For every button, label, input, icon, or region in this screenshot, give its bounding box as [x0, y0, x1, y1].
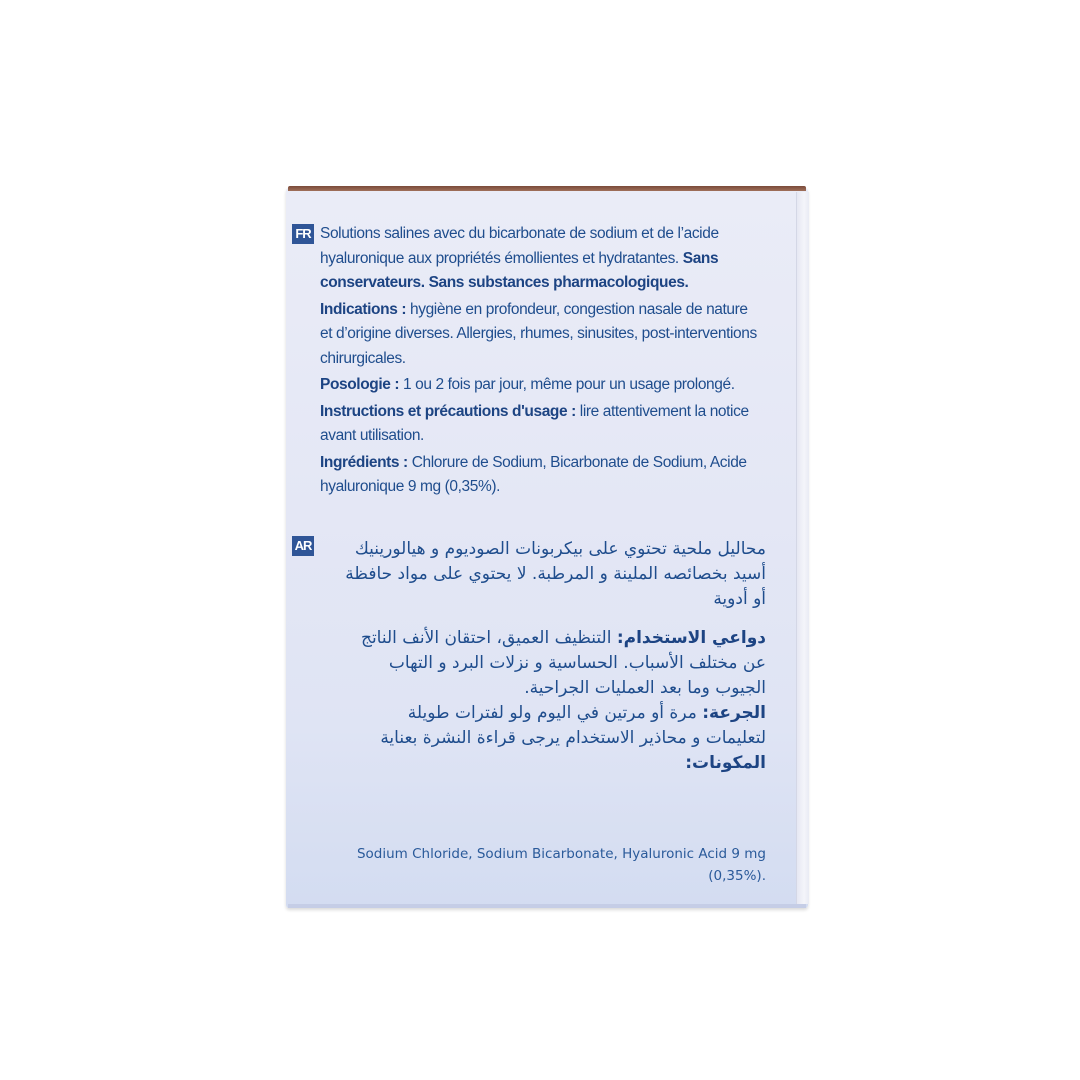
ar-indications-text: التنظيف العميق، احتقان الأنف الناتج عن مختلف الأسباب. الحساسية و نزلات البرد و التهاب الجيوب وما بعد العمليات الجراحية. [360, 628, 766, 698]
box-bottom-edge [288, 904, 806, 908]
fr-posologie-text: 1 ou 2 fois par jour, même pour un usage prolongé. [399, 376, 735, 393]
ar-dosage-label: الجرعة: [702, 703, 766, 723]
arabic-text-block [336, 537, 766, 776]
ar-ingredients-label: المكونات: [685, 753, 766, 773]
fr-posologie-label: Posologie : [320, 376, 400, 393]
ar-ingredients-paragraph [336, 751, 766, 776]
ar-indications-label: دواعي الاستخدام: [616, 628, 766, 648]
fr-indications-text: hygiène en profondeur, congestion nasale de nature et d’origine diverses. Allergies, rhumes, sinusites, post-interventions chirurgicales. [320, 300, 757, 367]
ar-indications-paragraph [336, 626, 766, 701]
fr-language-badge: FR [292, 224, 314, 244]
fr-indications-paragraph [320, 298, 760, 372]
fr-instructions-text: lire attentivement la notice avant utilisation. [320, 402, 749, 444]
box-right-edge [796, 192, 809, 904]
french-text-block [320, 222, 760, 502]
ar-language-badge: AR [292, 536, 314, 556]
ar-instructions-paragraph: لتعليمات و محاذير الاستخدام يرجى قراءة النشرة بعناية [380, 728, 766, 748]
fr-ingredients-label: Ingrédients : [320, 453, 408, 471]
box-top-edge [288, 186, 806, 191]
ar-dosage-paragraph [336, 701, 766, 726]
fr-instructions-label: Instructions et précautions d'usage : [320, 402, 576, 420]
fr-intro-paragraph [320, 222, 760, 296]
english-ingredients-text: Sodium Chloride, Sodium Bicarbonate, Hyaluronic Acid 9 mg (0,35%). [356, 846, 766, 884]
ar-dosage-text: مرة أو مرتين في اليوم ولو لفترات طويلة [407, 703, 703, 723]
fr-instructions-paragraph [320, 400, 760, 449]
fr-intro-text: Solutions salines avec du bicarbonate de sodium et de l’acide hyaluronique aux propriétés émollientes et hydratantes. [320, 225, 719, 267]
fr-posologie-paragraph [320, 373, 760, 398]
fr-intro-bold: Sans conservateurs. Sans substances pharmacologiques. [320, 249, 719, 291]
fr-ingredients-text: Chlorure de Sodium, Bicarbonate de Sodium, Acide hyaluronique 9 mg (0,35%). [320, 453, 747, 495]
fr-indications-label: Indications : [320, 300, 407, 318]
ar-intro-paragraph: محاليل ملحية تحتوي على بيكربونات الصوديوم و هيالورينيك أسيد بخصائصه الملينة و المرطبة. لا يحتوي على مواد حافظة أو أدوية [345, 539, 766, 609]
fr-ingredients-paragraph [320, 451, 760, 500]
